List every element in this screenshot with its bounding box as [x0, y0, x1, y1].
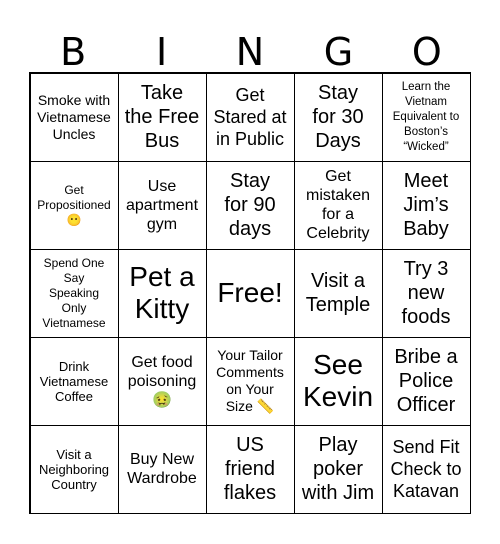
- cell-text: Get Propositioned 😶: [37, 182, 111, 227]
- bingo-cell[interactable]: [294, 249, 383, 338]
- bingo-cell[interactable]: [206, 161, 295, 250]
- bingo-cell free-space[interactable]: [206, 249, 295, 338]
- cell-text: Get food poisoning 🤢: [127, 353, 197, 409]
- cell-text: Try 3 new foods: [401, 258, 451, 328]
- bingo-cell[interactable]: [30, 337, 119, 426]
- cell-text: Use apartment gym: [125, 177, 199, 233]
- bingo-cell[interactable]: [382, 249, 471, 338]
- cell-text: Pet a Kitty: [129, 261, 195, 324]
- bingo-cell[interactable]: [206, 73, 295, 162]
- header-letter-o: O: [411, 30, 442, 74]
- cell-text: Send Fit Check to Katavan: [390, 437, 462, 501]
- cell-text: Meet Jim’s Baby: [403, 170, 449, 240]
- cell-text: Free!: [217, 277, 283, 308]
- header-letter-i: I: [156, 30, 168, 74]
- cell-text: Bribe a Police Officer: [394, 346, 458, 416]
- bingo-cell[interactable]: [30, 161, 119, 250]
- bingo-header: [29, 30, 471, 74]
- cell-text: Stay for 90 days: [224, 170, 276, 240]
- header-letter-g: G: [323, 30, 354, 74]
- bingo-cell[interactable]: [294, 161, 383, 250]
- cell-text: US friend flakes: [223, 434, 277, 504]
- bingo-cell[interactable]: [382, 73, 471, 162]
- bingo-cell[interactable]: [30, 425, 119, 514]
- bingo-cell[interactable]: [118, 337, 207, 426]
- cell-text: Learn the Vietnam Equivalent to Boston’s “Wicked”: [392, 80, 460, 153]
- bingo-cell[interactable]: [118, 249, 207, 338]
- cell-text: Get Stared at in Public: [213, 85, 287, 149]
- bingo-cell[interactable]: [382, 337, 471, 426]
- cell-text: Stay for 30 Days: [312, 82, 364, 152]
- bingo-cell[interactable]: [118, 425, 207, 514]
- bingo-cell[interactable]: [382, 425, 471, 514]
- bingo-cell[interactable]: [30, 249, 119, 338]
- bingo-cell[interactable]: [118, 161, 207, 250]
- bingo-board: [29, 72, 471, 514]
- cell-text: Take the Free Bus: [124, 82, 200, 152]
- cell-text: Buy New Wardrobe: [127, 451, 197, 487]
- bingo-cell[interactable]: [294, 425, 383, 514]
- cell-text: Smoke with Vietnamese Uncles: [37, 91, 111, 142]
- cell-text: Spend One Say Speaking Only Vietnamese: [42, 255, 106, 330]
- bingo-cell[interactable]: [30, 73, 119, 162]
- bingo-cell[interactable]: [294, 73, 383, 162]
- cell-text: Visit a Neighboring Country: [38, 446, 110, 492]
- cell-text: Visit a Temple: [305, 270, 371, 316]
- cell-text: Get mistaken for a Celebrity: [305, 168, 371, 242]
- bingo-cell[interactable]: [382, 161, 471, 250]
- bingo-cell[interactable]: [206, 425, 295, 514]
- cell-text: See Kevin: [302, 349, 374, 412]
- bingo-cell[interactable]: [118, 73, 207, 162]
- cell-text: Your Tailor Comments on Your Size 📏: [216, 347, 284, 414]
- header-letter-n: N: [235, 30, 265, 74]
- bingo-cell[interactable]: [206, 337, 295, 426]
- bingo-cell[interactable]: [294, 337, 383, 426]
- cell-text: Drink Vietnamese Coffee: [39, 358, 109, 404]
- header-letter-b: B: [60, 30, 87, 74]
- cell-text: Play poker with Jim: [301, 434, 375, 504]
